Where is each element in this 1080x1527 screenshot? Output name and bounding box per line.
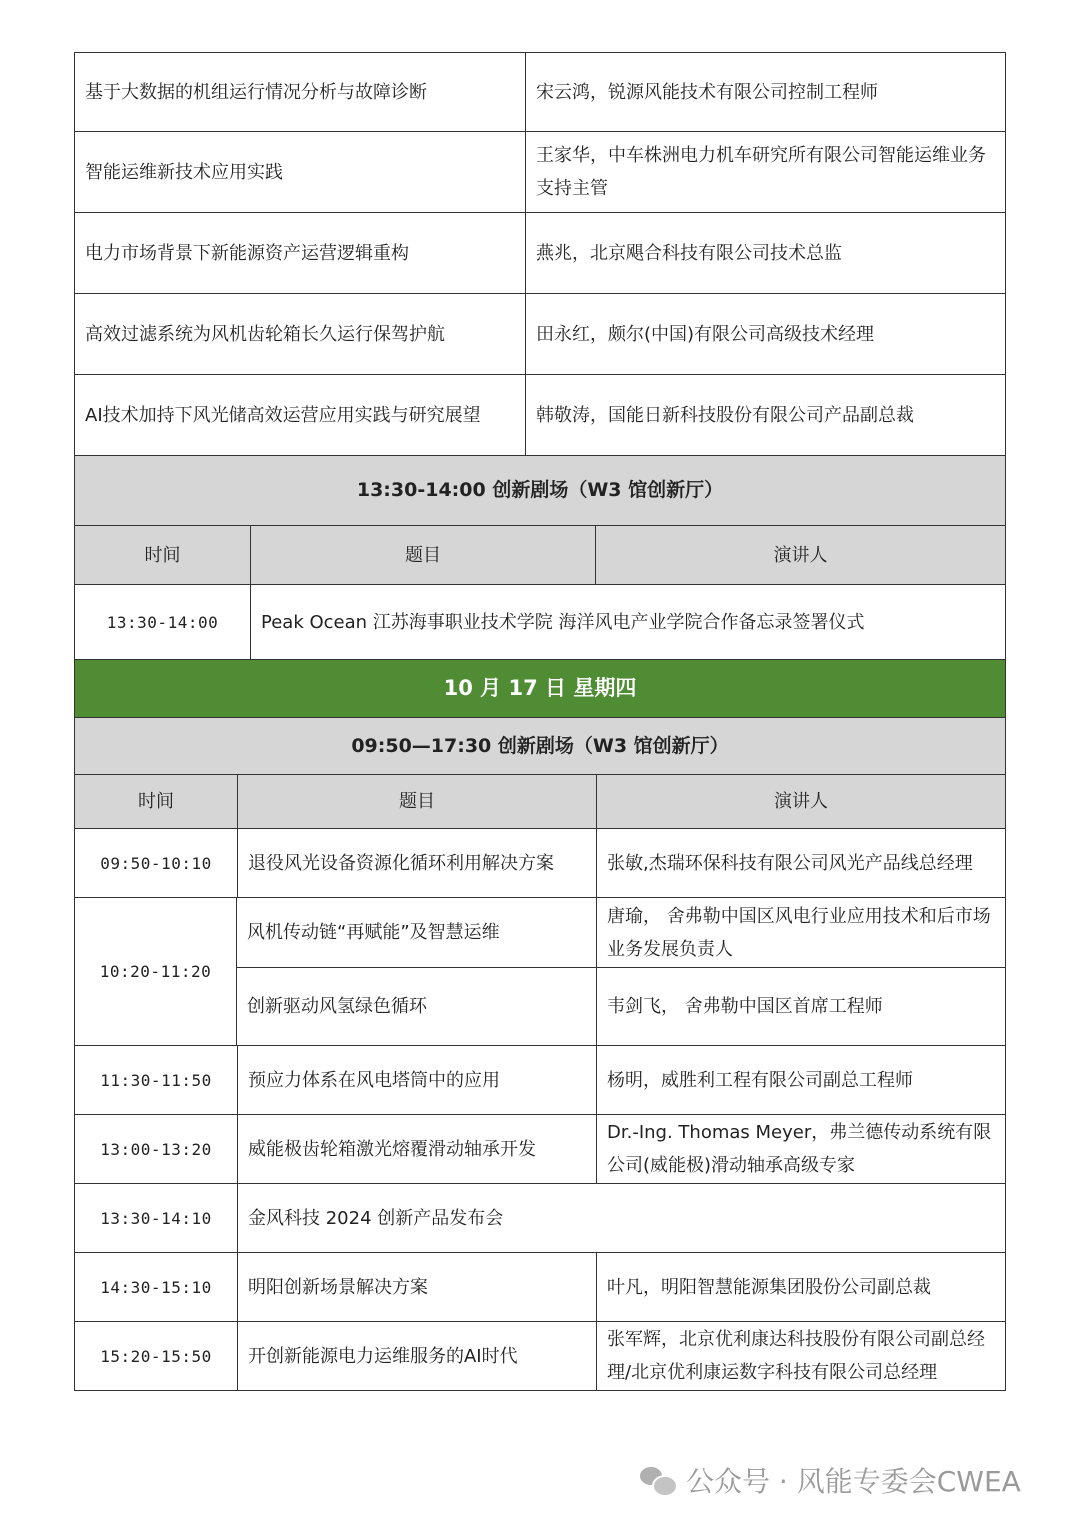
- speaker-cell: 叶凡，明阳智慧能源集团股份公司副总裁: [596, 1253, 1005, 1321]
- speaker-cell: 杨明，威胜利工程有限公司副总工程师: [596, 1046, 1005, 1114]
- header-topic: 题目: [237, 775, 596, 828]
- agenda-table: [74, 52, 1006, 1391]
- table-row: [74, 1322, 1006, 1391]
- table-row: [237, 898, 1005, 967]
- time-cell: 13:30-14:00: [106, 612, 219, 632]
- table-row: [74, 375, 1006, 456]
- header-time: 时间: [144, 544, 181, 566]
- time-cell: 11:30-11:50: [100, 1070, 212, 1090]
- table-row: [74, 1115, 1006, 1184]
- header-speaker: 演讲人: [595, 526, 1005, 584]
- topic-cell: 电力市场背景下新能源资产运营逻辑重构: [85, 242, 409, 264]
- speaker-cell: 王家华，中车株洲电力机车研究所有限公司智能运维业务支持主管: [525, 132, 1005, 212]
- table-row-group: [74, 898, 1006, 1046]
- time-cell: 14:30-15:10: [100, 1277, 212, 1297]
- day-banner-text: 10 月 17 日 星期四: [443, 676, 637, 700]
- topic-cell: 基于大数据的机组运行情况分析与故障诊断: [85, 81, 427, 103]
- topic-cell: 威能极齿轮箱激光熔覆滑动轴承开发: [237, 1115, 596, 1183]
- topic-cell: 开创新能源电力运维服务的AI时代: [237, 1322, 596, 1390]
- table-row: [74, 294, 1006, 375]
- table-row: [74, 1253, 1006, 1322]
- watermark: [640, 1460, 1021, 1500]
- time-cell: 15:20-15:50: [100, 1346, 212, 1366]
- topic-cell: Peak Ocean 江苏海事职业技术学院 海洋风电产业学院合作备忘录签署仪式: [250, 585, 1005, 659]
- speaker-cell: 韦剑飞， 舍弗勒中国区首席工程师: [596, 968, 1005, 1045]
- speaker-cell: 田永红，颇尔(中国)有限公司高级技术经理: [525, 294, 1005, 374]
- speaker-cell: 张军辉，北京优利康达科技股份有限公司副总经理/北京优利康运数字科技有限公司总经理: [596, 1322, 1005, 1390]
- topic-cell: 退役风光设备资源化循环利用解决方案: [237, 829, 596, 897]
- header-time: 时间: [138, 791, 174, 812]
- time-cell: 13:30-14:10: [100, 1208, 212, 1228]
- topic-cell: 金风科技 2024 创新产品发布会: [237, 1184, 1005, 1252]
- header-speaker: 演讲人: [596, 775, 1005, 828]
- table-row: [74, 585, 1006, 660]
- header-topic: 题目: [250, 526, 595, 584]
- table-row: [74, 52, 1006, 132]
- topic-cell: 创新驱动风氢绿色循环: [247, 996, 427, 1017]
- table-row: [74, 829, 1006, 898]
- table-header-row: [74, 526, 1006, 585]
- table-row: [74, 1184, 1006, 1253]
- topic-cell: 智能运维新技术应用实践: [85, 161, 283, 183]
- topic-cell: 预应力体系在风电塔筒中的应用: [237, 1046, 596, 1114]
- topic-cell: AI技术加持下风光储高效运营应用实践与研究展望: [85, 404, 481, 426]
- topic-cell: 风机传动链“再赋能”及智慧运维: [247, 922, 500, 943]
- session-banner: [74, 718, 1006, 775]
- speaker-cell: Dr.-Ing. Thomas Meyer，弗兰德传动系统有限公司(威能极)滑动轴承高级专家: [596, 1115, 1005, 1183]
- table-row: [74, 132, 1006, 213]
- wechat-icon: [640, 1465, 676, 1495]
- speaker-cell: 燕兆，北京飓合科技有限公司技术总监: [525, 213, 1005, 293]
- topic-cell: 明阳创新场景解决方案: [237, 1253, 596, 1321]
- topic-cell: 高效过滤系统为风机齿轮箱长久运行保驾护航: [85, 323, 445, 345]
- table-row: [237, 967, 1005, 1045]
- session-banner: [74, 456, 1006, 526]
- time-cell: 13:00-13:20: [100, 1139, 212, 1159]
- session-banner-text: 09:50—17:30 创新剧场（W3 馆创新厅）: [351, 734, 729, 757]
- watermark-text: 公众号 · 风能专委会CWEA: [686, 1465, 1021, 1498]
- table-row: [74, 213, 1006, 294]
- table-row: [74, 1046, 1006, 1115]
- speaker-cell: 韩敬涛，国能日新科技股份有限公司产品副总裁: [525, 375, 1005, 455]
- time-cell: 10:20-11:20: [75, 898, 237, 1045]
- speaker-cell: 唐瑜， 舍弗勒中国区风电行业应用技术和后市场业务发展负责人: [596, 898, 1005, 967]
- speaker-cell: 宋云鸿，锐源风能技术有限公司控制工程师: [525, 53, 1005, 131]
- day-banner: [74, 660, 1006, 718]
- table-header-row: [74, 775, 1006, 829]
- session-banner-text: 13:30-14:00 创新剧场（W3 馆创新厅）: [356, 479, 724, 501]
- time-cell: 09:50-10:10: [100, 853, 212, 873]
- speaker-cell: 张敏,杰瑞环保科技有限公司风光产品线总经理: [596, 829, 1005, 897]
